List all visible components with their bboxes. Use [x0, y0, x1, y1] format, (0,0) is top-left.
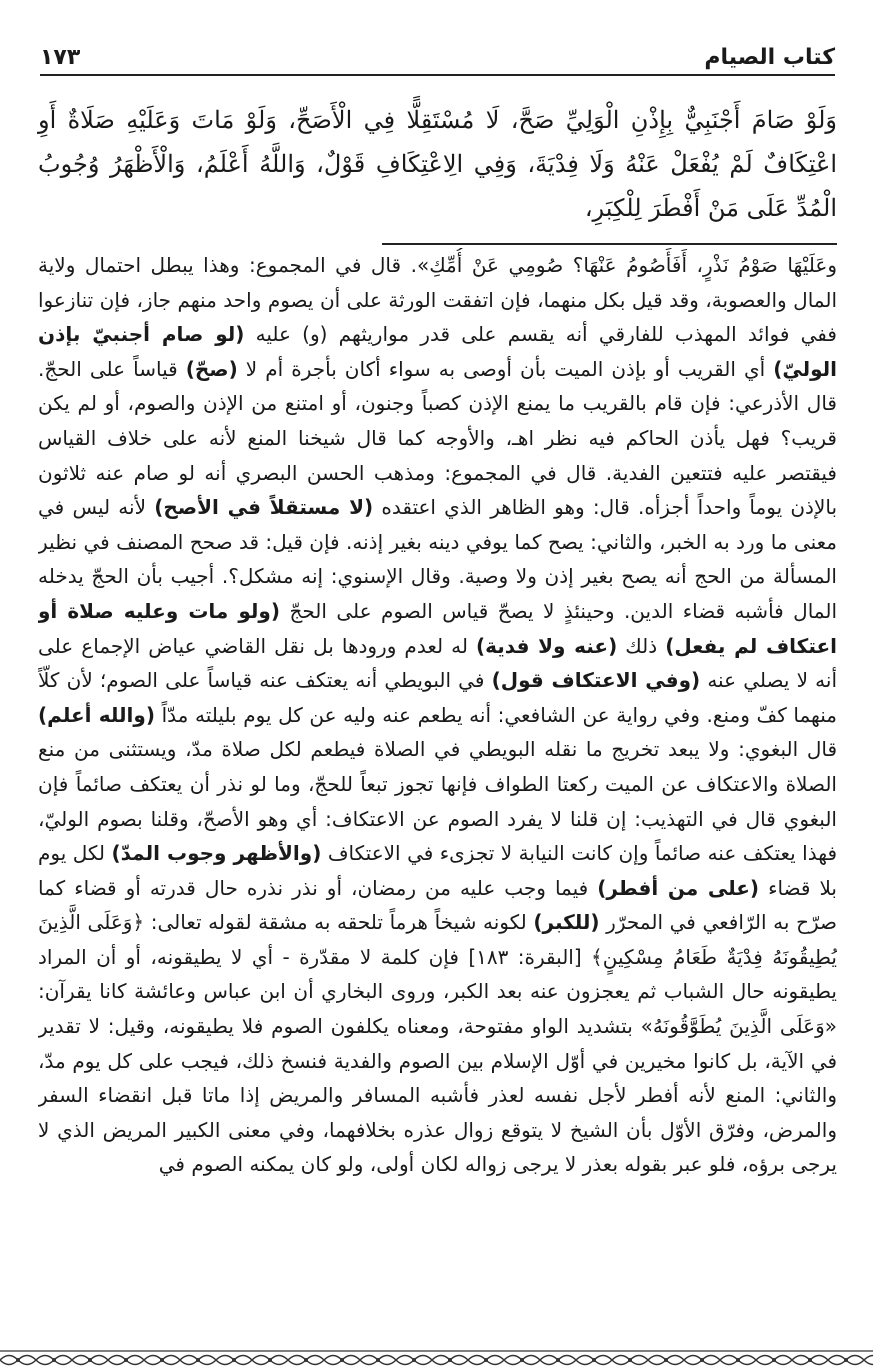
page-header: [40, 30, 835, 76]
quoted-matn: (للكبر): [533, 910, 600, 935]
text-divider: [382, 243, 837, 245]
commentary-segment: قال البغوي: ولا يبعد تخريج ما نقله البويطي في الصلاة فيطعم لكل صلاة مدّ، ويستثنى من منع الصلاة والاعتكاف عن الميت ركعتا الطواف فإنها تجوز تبعاً للحجّ، وما لو نذر أن يعتكف صائماً فإن البغوي قال في التهذيب: إن قلنا لا يفرد الصوم عن الاعتكاف: أي وهو الأصحّ، وقلنا بصوم الوليّ، فهذا يعتكف عنه صائماً وإن كانت النيابة لا تجزىء في الاعتكاف: [38, 737, 837, 866]
chapter-title: كتاب الصيام: [704, 45, 835, 70]
commentary-segment: ذلك: [617, 633, 666, 658]
quoted-matn: (وفي الاعتكاف قول): [491, 668, 701, 693]
quoted-matn: (والأظهر وجوب المدّ): [111, 841, 322, 866]
commentary: [38, 248, 837, 1328]
quoted-matn: (على من أفطر): [597, 875, 760, 900]
main-text-paragraph: وَلَوْ صَامَ أَجْنَبِيٌّ بِإِذْنِ الْوَلِيِّ صَحَّ، لَا مُسْتَقِلًّا فِي الْأَصَحِّ، وَلَوْ مَاتَ وَعَلَيْهِ صَلَاةٌ أَوِ اعْتِكَافٌ لَمْ يُفْعَلْ عَنْهُ وَلَا فِدْيَةَ، وَفِي الِاعْتِكَافِ قَوْلٌ، وَاللَّهُ أَعْلَمُ، وَالْأَظْهَرُ وُجُوبُ الْمُدِّ عَلَى مَنْ أَفْطَرَ لِلْكِبَرِ،: [38, 106, 837, 222]
quoted-matn: (عنه ولا فدية): [476, 633, 618, 658]
quoted-matn: (لو صام أجنبيّ بإذن الوليّ): [38, 322, 837, 381]
quoted-matn: (والله أعلم): [38, 702, 155, 727]
decorative-border: [0, 1349, 873, 1371]
commentary-segment: في البويطي أنه يعتكف عنه قياساً على الصوم؛ لأن كلّاً منهما كفّ ومنع. وفي رواية عن الشافعي: أنه يطعم عنه وليه عن كل يوم بليلته مدّاً: [38, 668, 837, 727]
quoted-matn: (لا مستقلاً في الأصح): [154, 495, 374, 520]
commentary-segment: لكونه شيخاً هرماً تلحقه به مشقة لقوله تعالى: ﴿وَعَلَى الَّذِينَ يُطِيقُونَهُ فِدْيَةٌ طَعَامُ مِسْكِينٍ﴾ [البقرة: ١٨٣] فإن كلمة لا مقدّرة - أي لا يطيقونه، أو أن المراد يطيقونه حال الشباب ثم يعجزون عنه بعد الكبر، وروى البخاري أن ابن عباس وعائشة كانا يقرآن: «وَعَلَى الَّذِينَ يُطَوَّقُونَهُ» بتشديد الواو مفتوحة، ومعناه يكلفون الصوم فلا يطيقونه، وقيل: لا تقدير في الآية، بل كانوا مخيرين في أوّل الإسلام بين الصوم والفدية فنسخ ذلك، فيجب على كل يوم مدّ، والثاني: المنع لأنه أفطر لأجل نفسه لعذر فأشبه المسافر والمريض إذا ماتا قبل انقضاء السفر والمرض، وفرّق الأوّل بأن الشيخ لا يتوقع زوال عذره بخلافهما، وفي معنى الكبير المريض الذي لا يرجى برؤه، فلو عبر بقوله بعذر لا يرجى زواله لكان أولى، ولو كان يمكنه الصوم في: [38, 910, 837, 1177]
quoted-matn: (صحّ): [185, 356, 238, 381]
commentary-segment: قياساً على الحجّ. قال الأذرعي: فإن قام بالقريب ما يمنع الإذن كصباً وجنون، أو امتنع من الإذن والصوم، أو لم يكن قريب؟ فهل يأذن الحاكم فيه نظر اهـ، والأوجه كما قال شيخنا المنع لأنه على خلاف القياس فيقتصر عليه فتتعين الفدية. قال في المجموع: ومذهب الحسن البصري أنه لو صام عنه ثلاثون بالإذن يوماً واحداً أجزأه. قال: وهو الظاهر الذي اعتقده: [38, 356, 837, 520]
commentary-paragraph: [38, 248, 837, 1182]
commentary-segment: له لعدم ورودها بل نقل القاضي عياض الإجماع على أنه لا يصلي عنه: [38, 633, 837, 693]
commentary-segment: لكل يوم بلا قضاء: [38, 841, 837, 900]
page-number: ١٧٣: [40, 45, 81, 70]
commentary-segment: أي القريب أو بإذن الميت بأن أوصى به سواء أكان بأجرة أم لا: [237, 356, 774, 381]
ornament-pattern: [0, 1349, 873, 1371]
main-text: [38, 98, 837, 230]
commentary-segment: لأنه ليس في معنى ما ورد به الخبر، والثاني: يصح كما يوفي دينه بغير إذنه. فإن قيل: قد صحح المصنف في نظير المسألة من الحج أنه يصح بغير إذن ولا وصية. وقال الإسنوي: إنه مشكل؟. أجيب بأن الحجّ يدخله المال فأشبه قضاء الدين. وحينئذٍ لا يصحّ قياس الصوم على الحجّ: [38, 495, 837, 623]
quoted-matn: (ولو مات وعليه صلاة أو اعتكاف لم يفعل): [38, 598, 837, 658]
commentary-segment: فيما وجب عليه من رمضان، أو نذر نذره حال قدرته أو قضاء كما صرّح به الرّافعي في المحرّر: [38, 875, 837, 935]
commentary-segment: وعَلَيْهَا صَوْمُ نَذْرٍ، أَفَأَصُومُ عَنْهَا؟ صُومِي عَنْ أُمِّكِ». قال في المجموع: وهذا يبطل احتمال ولاية المال والعصوبة، وقد قيل بكل منهما، فإن اتفقت الورثة على أن يصوم واحد منهم جاز، فإن تنازعوا ففي فوائد المهذب للفارقي أنه يقسم على قدر مواريثهم (و) عليه: [38, 253, 837, 347]
